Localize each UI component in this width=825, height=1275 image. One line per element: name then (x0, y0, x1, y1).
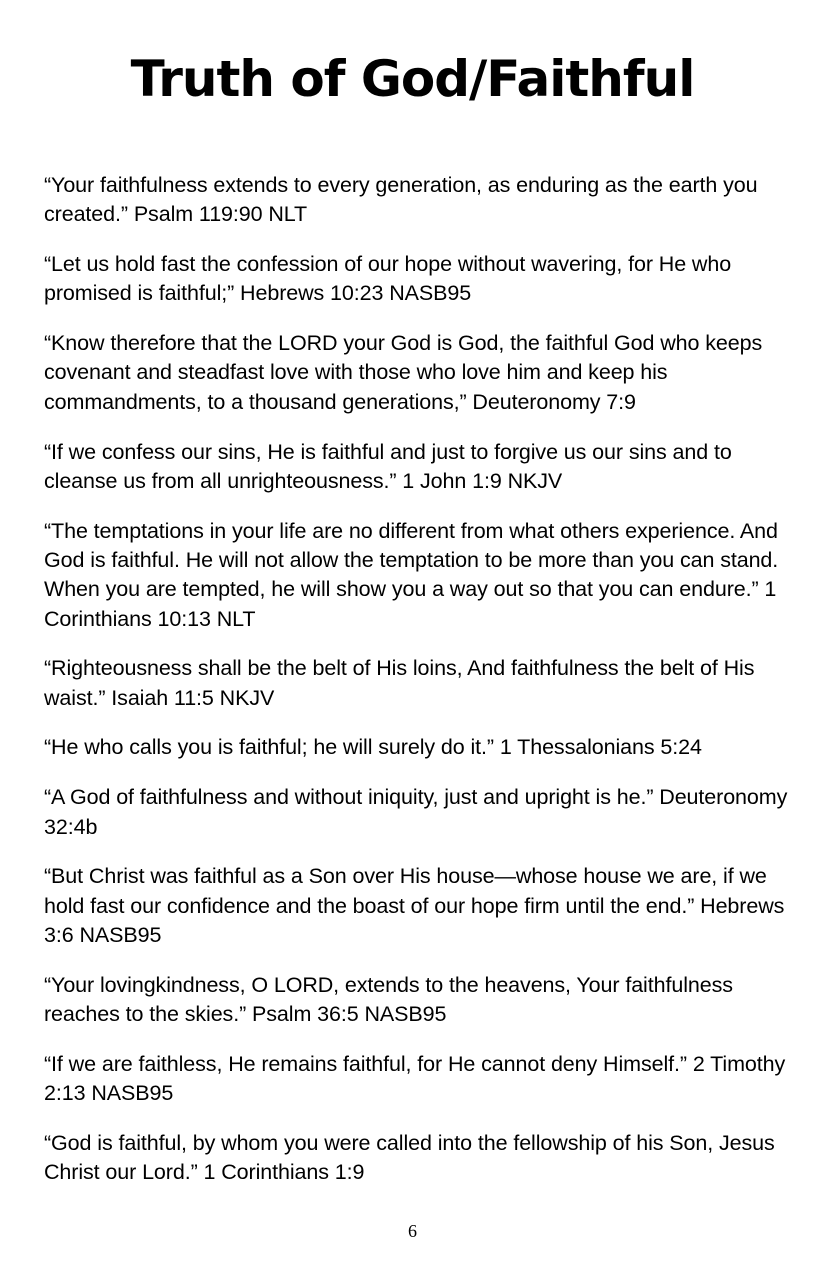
verse-hebrews-10-23: “Let us hold fast the confession of our hope without wavering, for He who promised is faithful;” Hebrews 10:23 NASB95 (44, 252, 732, 306)
verse-hebrews-3-6: “But Christ was faithful as a Son over His house—whose house we are, if we hold fast our confidence and the boast of our hope firm until the end.” Hebrews 3:6 NASB95 (44, 864, 785, 947)
verse-1-john-1-9: “If we confess our sins, He is faithful and just to forgive us our sins and to cleanse us from all unrighteousness.” 1 John 1:9 NKJV (44, 439, 732, 493)
verse-deuteronomy-7-9: “Know therefore that the LORD your God is God, the faithful God who keeps covenant and steadfast love with those who love him and keep his commandments, to a thousand generations,” Deuteronomy 7:9 (44, 331, 763, 414)
page-title: Truth of God/Faithful (130, 50, 695, 108)
verse-list (44, 171, 789, 1208)
verse-1-corinthians-1-9: “God is faithful, by whom you were called into the fellowship of his Son, Jesus Christ our Lord.” 1 Corinthians 1:9 (44, 1130, 775, 1185)
verse-psalm-36-5: “Your lovingkindness, O LORD, extends to the heavens, Your faithfulness reaches to the skies.” Psalm 36:5 NASB95 (44, 972, 733, 1027)
verse-isaiah-11-5: “Righteousness shall be the belt of His loins, And faithfulness the belt of His waist.” Isaiah 11:5 NKJV (44, 656, 755, 710)
verse-2-timothy-2-13: “If we are faithless, He remains faithful, for He cannot deny Himself.” 2 Timothy 2:13 NASB95 (44, 1051, 786, 1106)
verse-1-thessalonians-5-24: “He who calls you is faithful; he will surely do it.” 1 Thessalonians 5:24 (44, 735, 702, 760)
verse-1-corinthians-10-13: “The temptations in your life are no different from what others experience. And God is faithful. He will not allow the temptation to be more than you can stand. When you are tempted, he will show you a way out so that you can endure.” 1 Corinthians 10:13 NLT (44, 518, 779, 631)
verse-psalm-119-90: “Your faithfulness extends to every generation, as enduring as the earth you created.” Psalm 119:90 NLT (44, 173, 758, 227)
page-number: 6 (408, 1221, 417, 1241)
verse-deuteronomy-32-4b: “A God of faithfulness and without iniquity, just and upright is he.” Deuteronomy 32:4b (44, 785, 788, 839)
